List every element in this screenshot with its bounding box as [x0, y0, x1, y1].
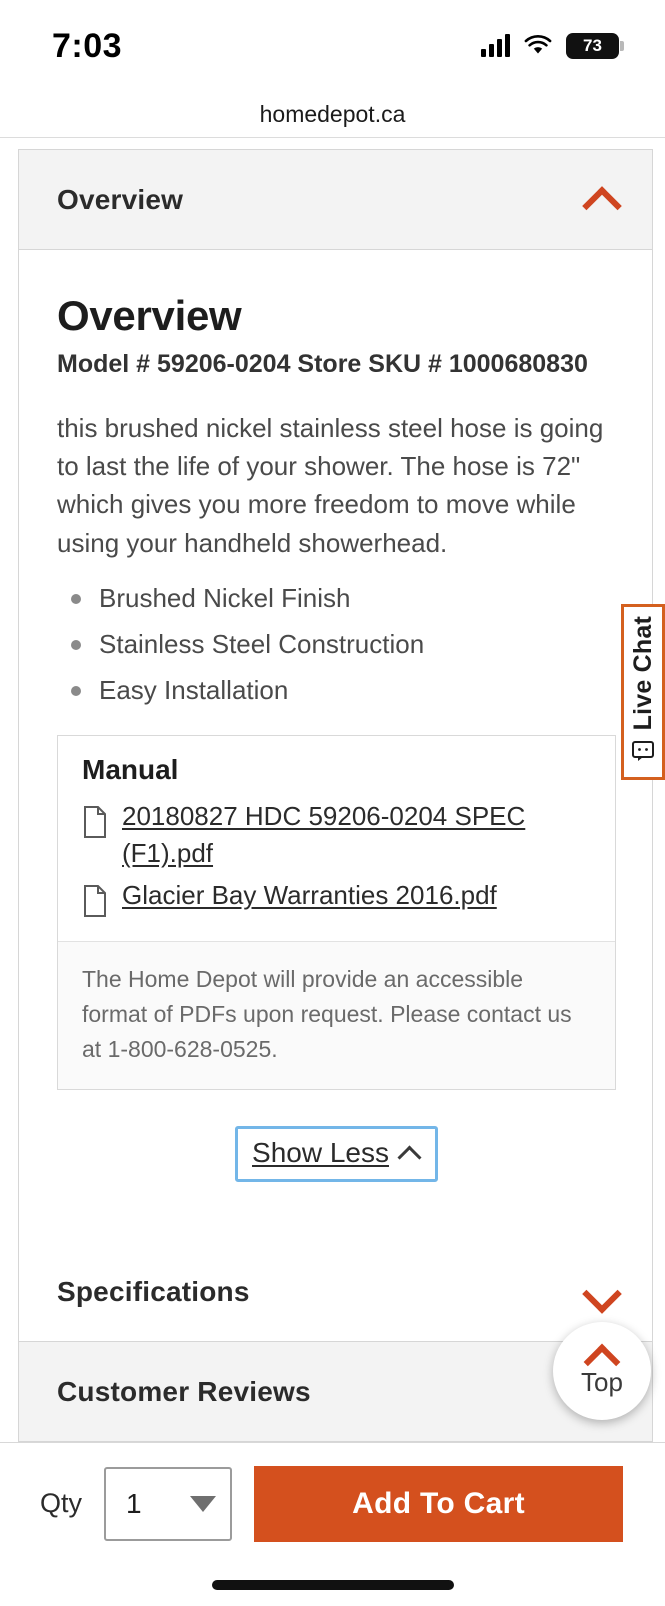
- accordion-title-specifications: Specifications: [57, 1275, 250, 1307]
- url-text: homedepot.ca: [259, 101, 406, 127]
- chevron-up-icon[interactable]: [584, 188, 622, 212]
- manual-document-link[interactable]: 20180827 HDC 59206-0204 SPEC (F1).pdf: [122, 800, 526, 868]
- status-time: 7:03: [52, 26, 123, 65]
- live-chat-label: Live Chat: [628, 616, 657, 731]
- back-to-top-button[interactable]: [553, 1322, 651, 1420]
- cellular-signal-icon: [481, 35, 510, 57]
- quantity-label: Qty: [40, 1488, 83, 1519]
- chat-bubble-icon: [631, 739, 655, 768]
- chevron-up-icon: [399, 1146, 421, 1160]
- overview-description: this brushed nickel stainless steel hose is going to last the life of your shower. The hose is 72" which gives you more freedom to move while using your handheld showerhead.: [57, 413, 604, 558]
- accordion-body-overview: [19, 250, 652, 1242]
- accordion-title-customer-reviews: Customer Reviews: [57, 1375, 311, 1407]
- show-less-container: [57, 1126, 616, 1182]
- home-indicator-area: [0, 1564, 665, 1606]
- manual-document-link[interactable]: Glacier Bay Warranties 2016.pdf: [122, 880, 497, 911]
- list-item: Stainless Steel Construction: [57, 626, 616, 663]
- battery-level: 73: [583, 36, 602, 55]
- purchase-bar: [0, 1442, 665, 1564]
- list-item[interactable]: [82, 798, 593, 872]
- chevron-down-icon[interactable]: [584, 1280, 622, 1304]
- status-bar: [0, 0, 665, 92]
- document-icon: [82, 885, 108, 917]
- overview-feature-list: [57, 580, 616, 709]
- accordion-header-specifications[interactable]: [19, 1242, 652, 1342]
- wifi-icon: [524, 35, 552, 57]
- quantity-value: 1: [126, 1487, 142, 1519]
- page-content: [0, 138, 665, 1442]
- accordion-header-overview[interactable]: [19, 150, 652, 250]
- accordion-title-overview: Overview: [57, 183, 184, 215]
- home-indicator[interactable]: [212, 1580, 454, 1590]
- show-less-label: Show Less: [252, 1137, 389, 1169]
- manual-note-text: The Home Depot will provide an accessible format of PDFs upon request. Please contact us at 1-800-628-0525.: [82, 966, 572, 1063]
- add-to-cart-button[interactable]: Add To Cart: [254, 1466, 623, 1542]
- show-less-button[interactable]: [235, 1126, 438, 1182]
- battery-icon: [566, 33, 619, 59]
- manual-accessibility-note: [58, 941, 615, 1089]
- overview-model-sku: Model # 59206-0204 Store SKU # 1000680830: [57, 350, 588, 378]
- list-item: Brushed Nickel Finish: [57, 580, 616, 617]
- quantity-stepper[interactable]: [104, 1467, 232, 1541]
- status-indicators: [481, 33, 619, 59]
- manual-section: [57, 735, 616, 1091]
- list-item: Easy Installation: [57, 672, 616, 709]
- manual-heading: Manual: [82, 753, 179, 785]
- overview-heading: Overview: [57, 292, 242, 339]
- product-accordion: [18, 149, 653, 1442]
- chevron-up-icon: [585, 1345, 619, 1365]
- list-item[interactable]: [82, 877, 593, 917]
- document-icon: [82, 806, 108, 838]
- back-to-top-label: Top: [581, 1366, 623, 1397]
- live-chat-tab[interactable]: [621, 604, 665, 780]
- browser-url-bar[interactable]: [0, 92, 665, 138]
- manual-documents: [58, 736, 615, 942]
- chevron-down-icon: [190, 1496, 216, 1512]
